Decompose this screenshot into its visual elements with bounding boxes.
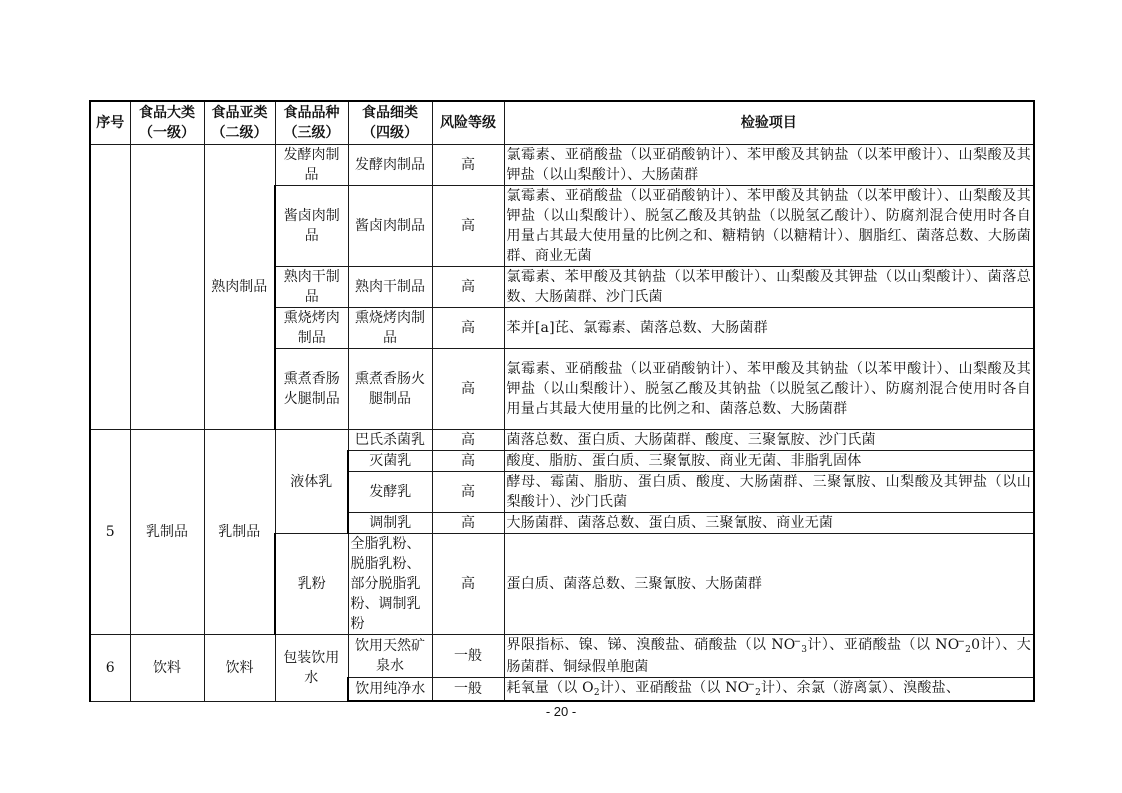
category1-cell-empty xyxy=(130,145,204,430)
subscript-number: 2 xyxy=(965,645,972,655)
table-row xyxy=(90,430,1034,451)
test-items-cell: 氯霉素、亚硝酸盐（以亚硝酸钠计）、苯甲酸及其钠盐（以苯甲酸计）、山梨酸及其钾盐（以山梨酸计）、脱氢乙酸及其钠盐（以脱氢乙酸计）、防腐剂混合使用时各自用量占其最大使用量的比例之和、菌落总数、大肠菌群 xyxy=(504,349,1034,430)
risk-level-cell: 高 xyxy=(432,430,504,451)
category3-cell: 酱卤肉制品 xyxy=(275,186,348,267)
category4-cell: 熏煮香肠火腿制品 xyxy=(348,349,432,430)
category3-cell: 发酵肉制品 xyxy=(275,145,348,186)
test-items-cell: 蛋白质、菌落总数、三聚氰胺、大肠菌群 xyxy=(504,534,1034,635)
test-items-text: 计）、余氯（游离氯）、溴酸盐、 xyxy=(761,680,961,696)
test-items-cell: 苯并[a]芘、氯霉素、菌落总数、大肠菌群 xyxy=(504,308,1034,349)
test-items-text: 界限指标、镍、锑、溴酸盐、硝酸盐（以 NO xyxy=(506,637,796,653)
category4-cell: 熟肉干制品 xyxy=(348,267,432,308)
risk-level-cell: 高 xyxy=(432,267,504,308)
subscript-number: 2 xyxy=(593,688,600,698)
category3-cell: 包装饮用水 xyxy=(275,635,348,702)
test-items-cell xyxy=(504,678,1034,702)
table-row xyxy=(90,145,1034,186)
category4-cell: 巴氏杀菌乳 xyxy=(348,430,432,451)
category3-cell: 熏煮香肠火腿制品 xyxy=(275,349,348,430)
category3-cell: 乳粉 xyxy=(275,534,348,635)
test-items-cell: 菌落总数、蛋白质、大肠菌群、酸度、三聚氰胺、沙门氏菌 xyxy=(504,430,1034,451)
risk-level-cell: 高 xyxy=(432,513,504,534)
category4-cell: 熏烧烤肉制品 xyxy=(348,308,432,349)
category4-cell: 发酵肉制品 xyxy=(348,145,432,186)
risk-level-cell: 高 xyxy=(432,145,504,186)
table-header-row xyxy=(90,101,1034,145)
table-row xyxy=(90,635,1034,678)
subscript-number: 3 xyxy=(801,645,808,655)
risk-level-cell: 高 xyxy=(432,534,504,635)
risk-level-cell: 高 xyxy=(432,349,504,430)
test-items-cell: 酵母、霉菌、脂肪、蛋白质、酸度、大肠菌群、三聚氰胺、山梨酸及其钾盐（以山梨酸计）、沙门氏菌 xyxy=(504,472,1034,513)
test-items-text: 0计）、大肠菌群、铜绿假单胞菌 xyxy=(506,637,1031,675)
inspection-items-table xyxy=(89,100,1035,702)
category2-cell: 饮料 xyxy=(204,635,275,702)
category3-cell: 熏烧烤肉制品 xyxy=(275,308,348,349)
header-category-level4: 食品细类（四级） xyxy=(348,101,432,145)
risk-level-cell: 高 xyxy=(432,451,504,472)
superscript-minus: − xyxy=(957,637,966,647)
test-items-cell: 氯霉素、亚硝酸盐（以亚硝酸钠计）、苯甲酸及其钠盐（以苯甲酸计）、山梨酸及其钾盐（以山梨酸计）、大肠菌群 xyxy=(504,145,1034,186)
header-category-level3: 食品品种（三级） xyxy=(275,101,348,145)
test-items-cell: 氯霉素、亚硝酸盐（以亚硝酸钠计）、苯甲酸及其钠盐（以苯甲酸计）、山梨酸及其钾盐（以山梨酸计）、脱氢乙酸及其钠盐（以脱氢乙酸计）、防腐剂混合使用时各自用量占其最大使用量的比例之和、糖精钠（以糖精计）、胭脂红、菌落总数、大肠菌群、商业无菌 xyxy=(504,186,1034,267)
category3-cell: 熟肉干制品 xyxy=(275,267,348,308)
category4-cell: 全脂乳粉、脱脂乳粉、部分脱脂乳粉、调制乳粉 xyxy=(348,534,432,635)
test-items-cell: 酸度、脂肪、蛋白质、三聚氰胺、商业无菌、非脂乳固体 xyxy=(504,451,1034,472)
test-items-cell: 大肠菌群、菌落总数、蛋白质、三聚氰胺、商业无菌 xyxy=(504,513,1034,534)
category1-cell: 饮料 xyxy=(130,635,204,702)
test-items-text: 计）、亚硝酸盐（以 NO xyxy=(599,680,750,696)
header-test-items: 检验项目 xyxy=(504,101,1034,145)
page-number: - 20 - xyxy=(545,704,577,719)
category4-cell: 调制乳 xyxy=(348,513,432,534)
test-items-text: 计）、亚硝酸盐（以 NO xyxy=(807,637,960,653)
risk-level-cell: 一般 xyxy=(432,635,504,678)
subscript-number: 2 xyxy=(755,688,762,698)
category4-cell: 灭菌乳 xyxy=(348,451,432,472)
header-risk-level: 风险等级 xyxy=(432,101,504,145)
seq-cell: 5 xyxy=(90,430,130,635)
category4-cell: 发酵乳 xyxy=(348,472,432,513)
risk-level-cell: 高 xyxy=(432,308,504,349)
test-items-text: 耗氧量（以 O xyxy=(506,680,594,696)
category3-cell: 液体乳 xyxy=(275,430,348,534)
header-seq: 序号 xyxy=(90,101,130,145)
superscript-minus: − xyxy=(793,637,802,647)
test-items-cell xyxy=(504,635,1034,678)
header-category-level1: 食品大类（一级） xyxy=(130,101,204,145)
category2-cell: 熟肉制品 xyxy=(204,145,275,430)
risk-level-cell: 一般 xyxy=(432,678,504,702)
category4-cell: 酱卤肉制品 xyxy=(348,186,432,267)
header-category-level2: 食品亚类（二级） xyxy=(204,101,275,145)
test-items-cell: 氯霉素、苯甲酸及其钠盐（以苯甲酸计）、山梨酸及其钾盐（以山梨酸计）、菌落总数、大肠菌群、沙门氏菌 xyxy=(504,267,1034,308)
category4-cell: 饮用纯净水 xyxy=(348,678,432,702)
risk-level-cell: 高 xyxy=(432,186,504,267)
superscript-minus: − xyxy=(747,680,756,690)
risk-level-cell: 高 xyxy=(432,472,504,513)
category2-cell: 乳制品 xyxy=(204,430,275,635)
seq-cell-empty xyxy=(90,145,130,430)
category1-cell: 乳制品 xyxy=(130,430,204,635)
category4-cell: 饮用天然矿泉水 xyxy=(348,635,432,678)
seq-cell: 6 xyxy=(90,635,130,702)
